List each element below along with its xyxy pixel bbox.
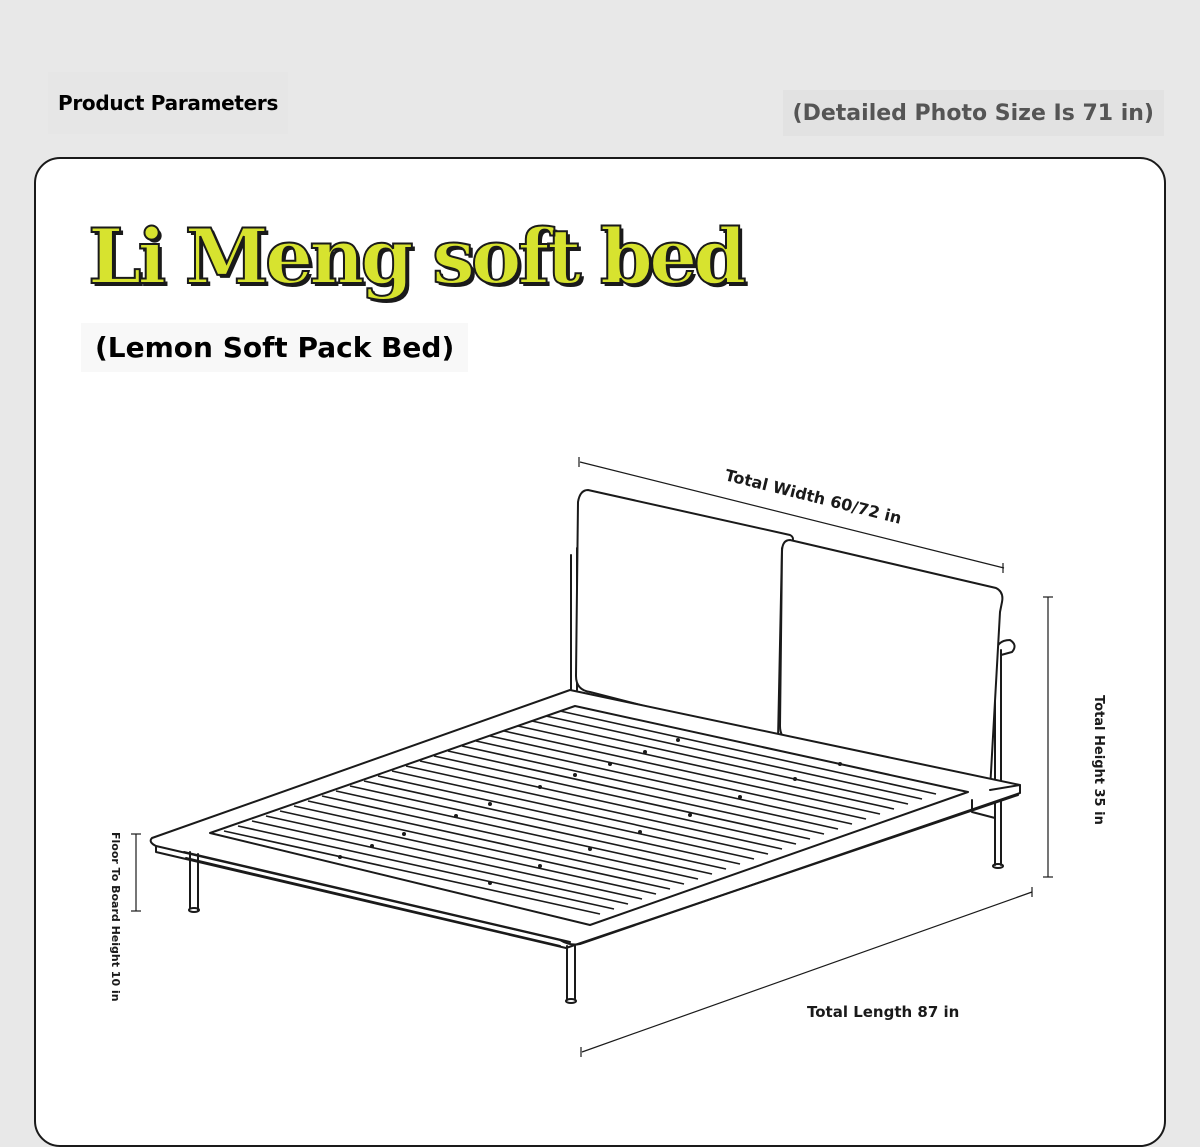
section-label: Product Parameters	[48, 72, 288, 134]
total-height-label: Total Height 35 in	[1091, 695, 1106, 825]
total-height-dimension-line	[1043, 597, 1053, 877]
leg-front-right	[567, 946, 575, 1000]
floor-to-board-dimension-line	[131, 834, 141, 911]
product-title: Li Meng soft bed	[88, 212, 743, 301]
floor-to-board-label: Floor To Board Height 10 in	[109, 832, 122, 1002]
product-subtitle: (Lemon Soft Pack Bed)	[81, 323, 468, 372]
photo-size-note: (Detailed Photo Size Is 71 in)	[783, 90, 1164, 136]
leg-foot-back-right	[993, 864, 1003, 868]
leg-foot-front-right	[566, 999, 576, 1003]
total-width-label: Total Width 60/72 in	[723, 465, 904, 528]
total-length-label: Total Length 87 in	[807, 1003, 960, 1021]
